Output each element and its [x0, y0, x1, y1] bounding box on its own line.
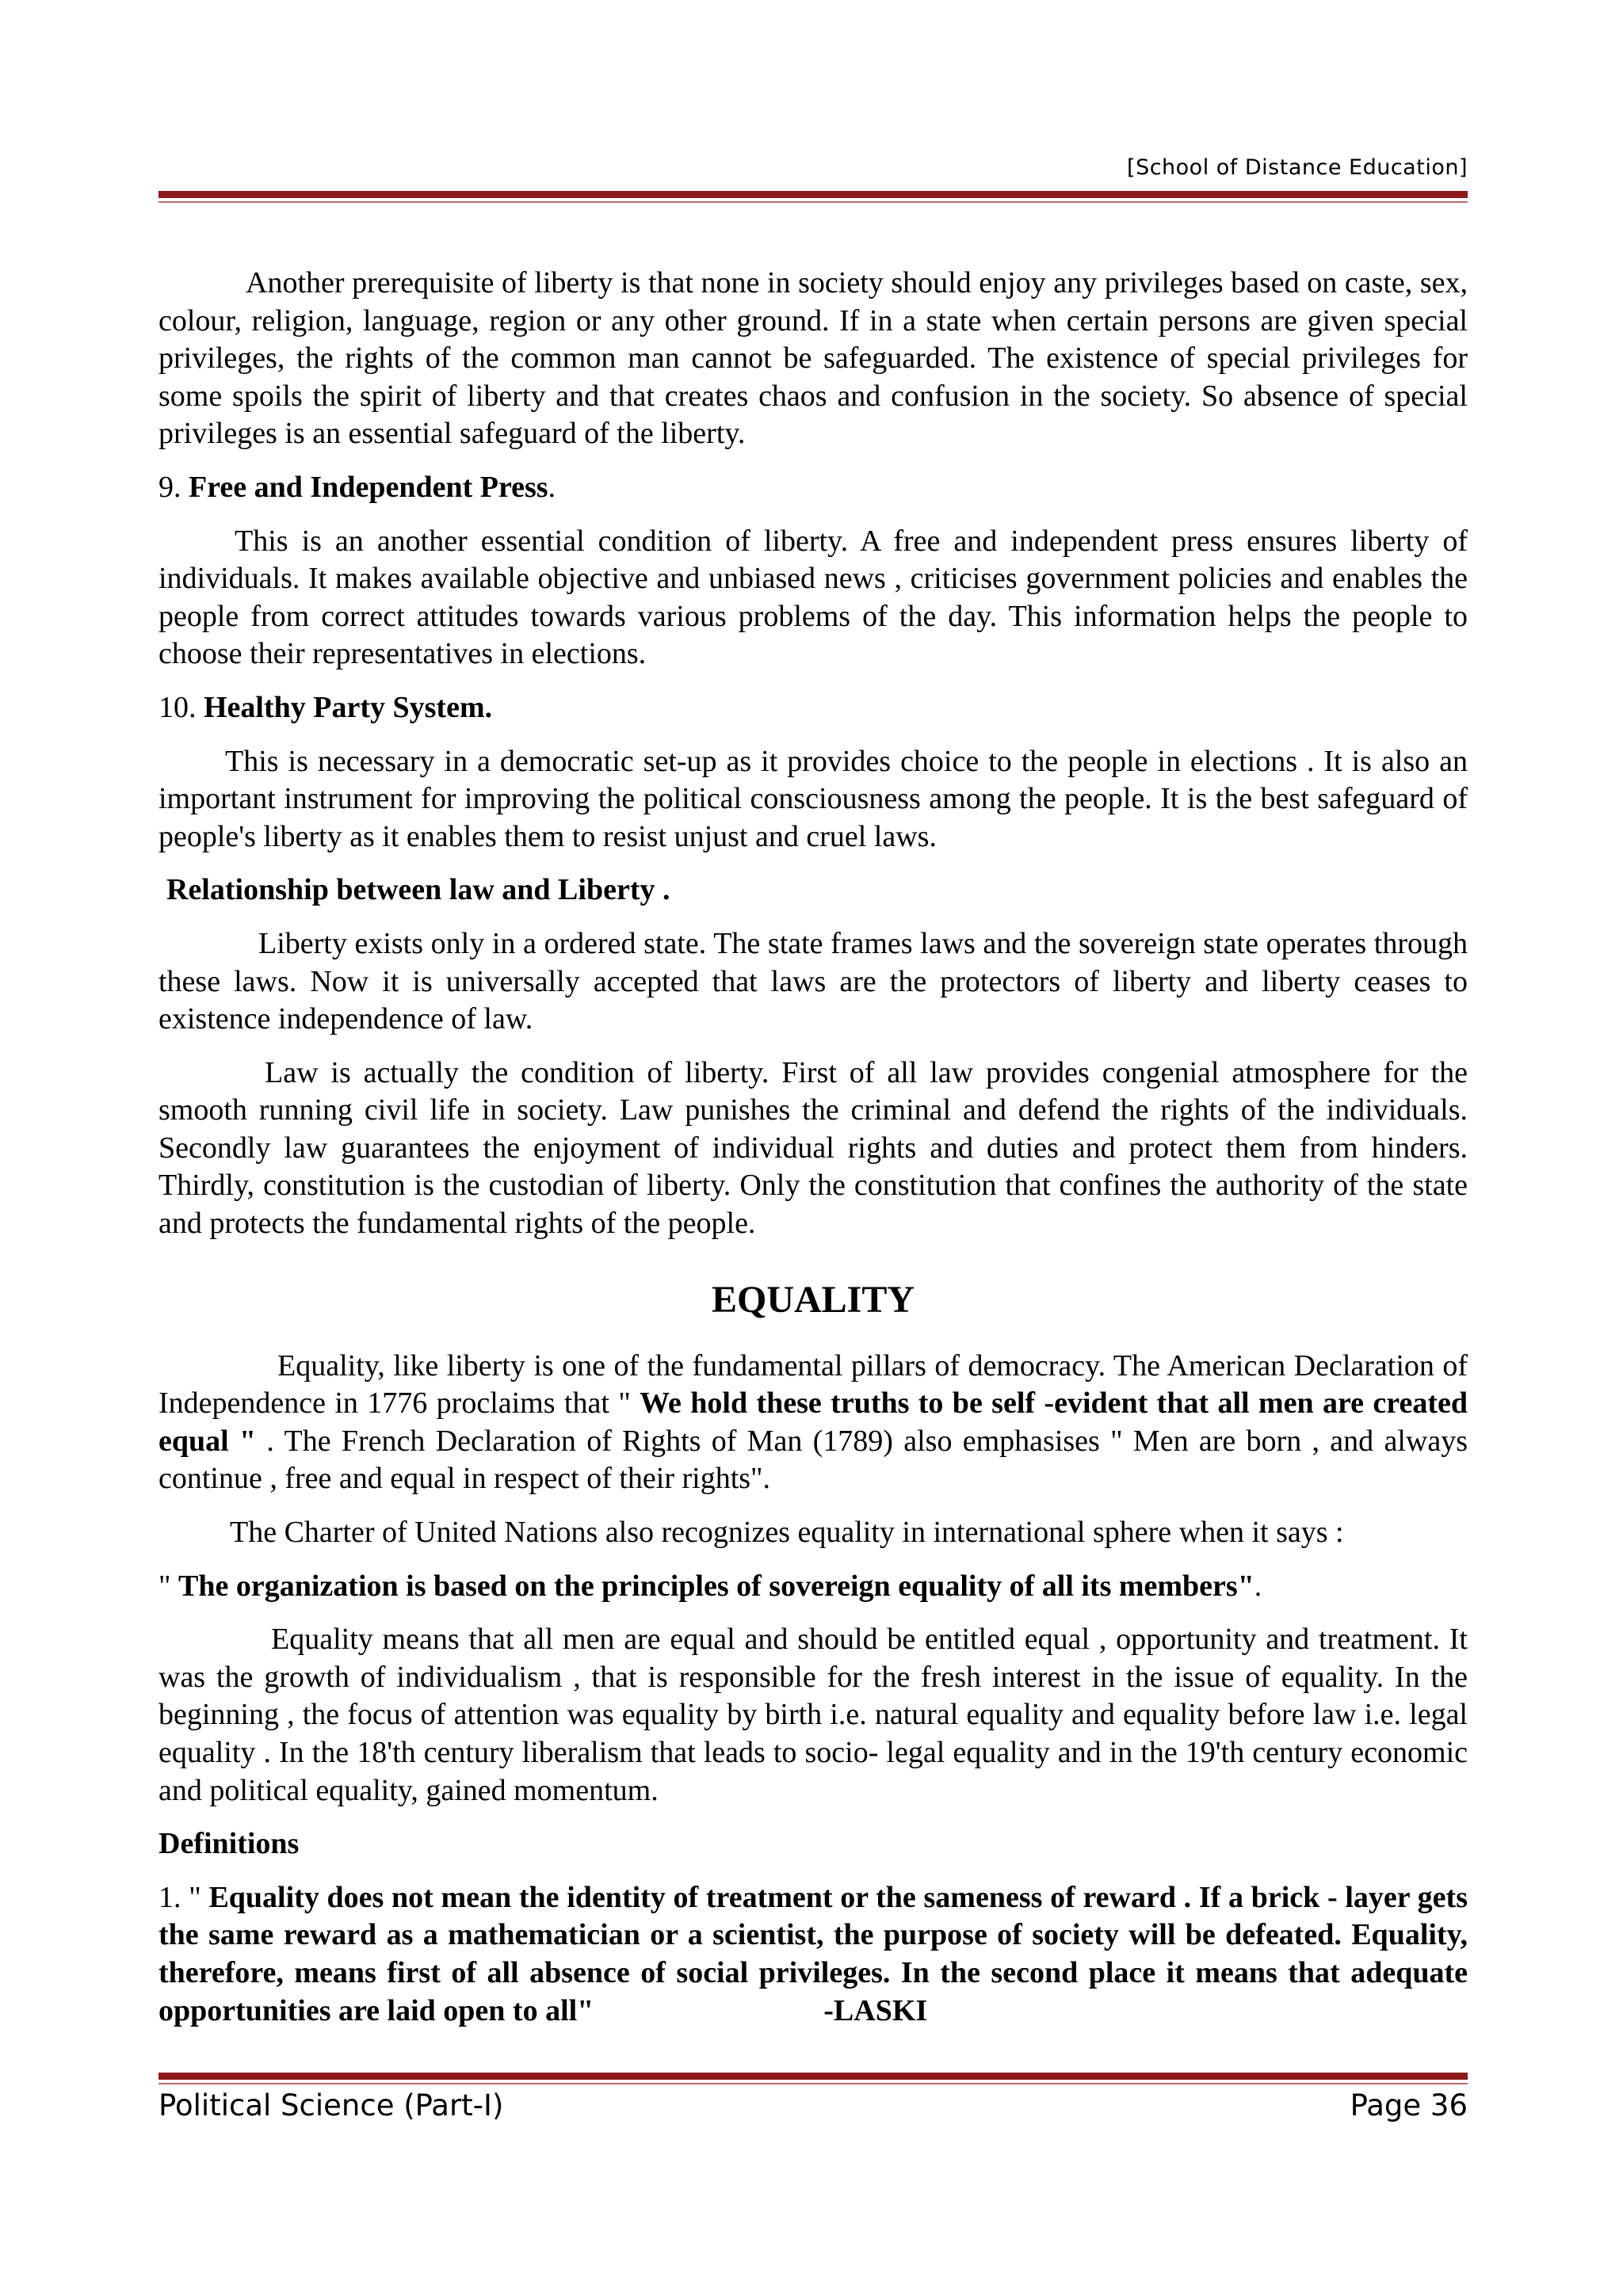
heading-punct: .	[548, 470, 556, 504]
intro-text-end: . The French Declaration of Rights of Man (1789) also emphasises " Men are born , and always continue , free and equal in respect of their rights".	[158, 1424, 1468, 1496]
body-content	[158, 265, 1468, 2046]
paragraph-free-press: This is an another essential condition of liberty. A free and independent press ensures liberty of individuals. It makes available objective and unbiased news , criticises government policies and enables the people from correct attitudes towards various problems of the day. This information helps the people to choose their representatives in elections.	[158, 524, 1468, 671]
heading-number: 10.	[158, 690, 197, 724]
paragraph-equality-intro	[158, 1348, 1468, 1498]
footer-rule-thick	[158, 2073, 1468, 2080]
paragraph-law-liberty-1: Liberty exists only in a ordered state. The state frames laws and the sovereign state operates through these laws. Now it is universally accepted that laws are the protectors of liberty and liberty ceases to existence independence of law.	[158, 926, 1468, 1036]
paragraph-un-quote	[158, 1568, 1468, 1606]
header-rule-thin	[158, 201, 1468, 203]
heading-law-liberty	[158, 871, 1468, 910]
paragraph-un-charter: The Charter of United Nations also recognizes equality in international sphere when it says :	[230, 1516, 1344, 1550]
header-rule	[158, 191, 1468, 203]
paragraph-law-liberty-2: Law is actually the condition of liberty. First of all law provides congenial atmosphere for the smooth running civil life in society. Law punishes the criminal and defend the rights of the individuals. Secondly law guarantees the enjoyment of individual rights and duties and protect them from hinders. Thirdly, constitution is the custodian of liberty. Only the constitution that confines the authority of the state and protects the fundamental rights of the people.	[158, 1055, 1468, 1241]
definition-laski	[158, 1879, 1468, 2030]
header-institution: [School of Distance Education]	[1127, 155, 1468, 180]
quote-text: The organization is based on the principles of sovereign equality of all its members"	[178, 1569, 1254, 1603]
paragraph-party-system: This is necessary in a democratic set-up as it provides choice to the people in elections . It is also an important instrument for improving the political consciousness among the people. It is the best safeguard of people's liberty as it enables them to resist unjust and cruel laws.	[158, 744, 1468, 853]
intro-text: Equality, like liberty is one of the fundamental pillars of democracy. The American Declaration of Independence in 1776 proclaims that "	[158, 1348, 1468, 1421]
footer-rule-thin	[158, 2083, 1468, 2084]
heading-party-system	[158, 689, 1468, 727]
footer-page-number: Page 36	[1350, 2088, 1468, 2122]
footer-course-title: Political Science (Part-I)	[158, 2088, 504, 2122]
paragraph-equality-meaning: Equality means that all men are equal and should be entitled equal , opportunity and treatment. It was the growth of individualism , that is responsible for the fresh interest in the issue of equality. In the beginning , the focus of attention was equality by birth i.e. natural equality and equality before law i.e. legal equality . In the 18'th century liberalism that leads to socio- legal equality and in the 19'th century economic and political equality, gained momentum.	[158, 1623, 1468, 1807]
heading-definitions	[158, 1825, 1468, 1863]
heading-text: Free and Independent Press	[189, 470, 548, 504]
definition-number: 1. "	[158, 1880, 209, 1914]
heading-text: Relationship between law and Liberty .	[166, 873, 670, 907]
section-title-equality: EQUALITY	[711, 1278, 915, 1321]
intro-quote: We hold these truths to be self -evident that all men are created equal "	[158, 1386, 1468, 1458]
header-rule-thick	[158, 191, 1468, 198]
quote-open: "	[158, 1569, 179, 1603]
definition-author: -LASKI	[823, 1993, 928, 2027]
heading-free-press	[158, 469, 1468, 507]
paragraph-privileges: Another prerequisite of liberty is that none in society should enjoy any privileges based on caste, sex, colour, religion, language, region or any other ground. If in a state when certain persons are given special privileges, the rights of the common man cannot be safeguarded. The existence of special privileges for some spoils the spirit of liberty and that creates chaos and confusion in the society. So absence of special privileges is an essential safeguard of the liberty.	[158, 266, 1468, 451]
heading-text: Definitions	[158, 1827, 300, 1861]
heading-number: 9.	[158, 470, 181, 504]
footer-rule	[158, 2073, 1468, 2084]
quote-end: .	[1254, 1569, 1262, 1603]
definition-text: Equality does not mean the identity of treatment or the sameness of reward . If a brick - layer gets the same reward as a mathematician or a scientist, the purpose of society will be defeated. Equality, therefore, means first of all absence of social privileges. In the second place it means that adequate opportunities are laid open to all"	[158, 1880, 1468, 2027]
heading-text: Healthy Party System.	[204, 690, 493, 724]
document-page	[158, 0, 1468, 2296]
